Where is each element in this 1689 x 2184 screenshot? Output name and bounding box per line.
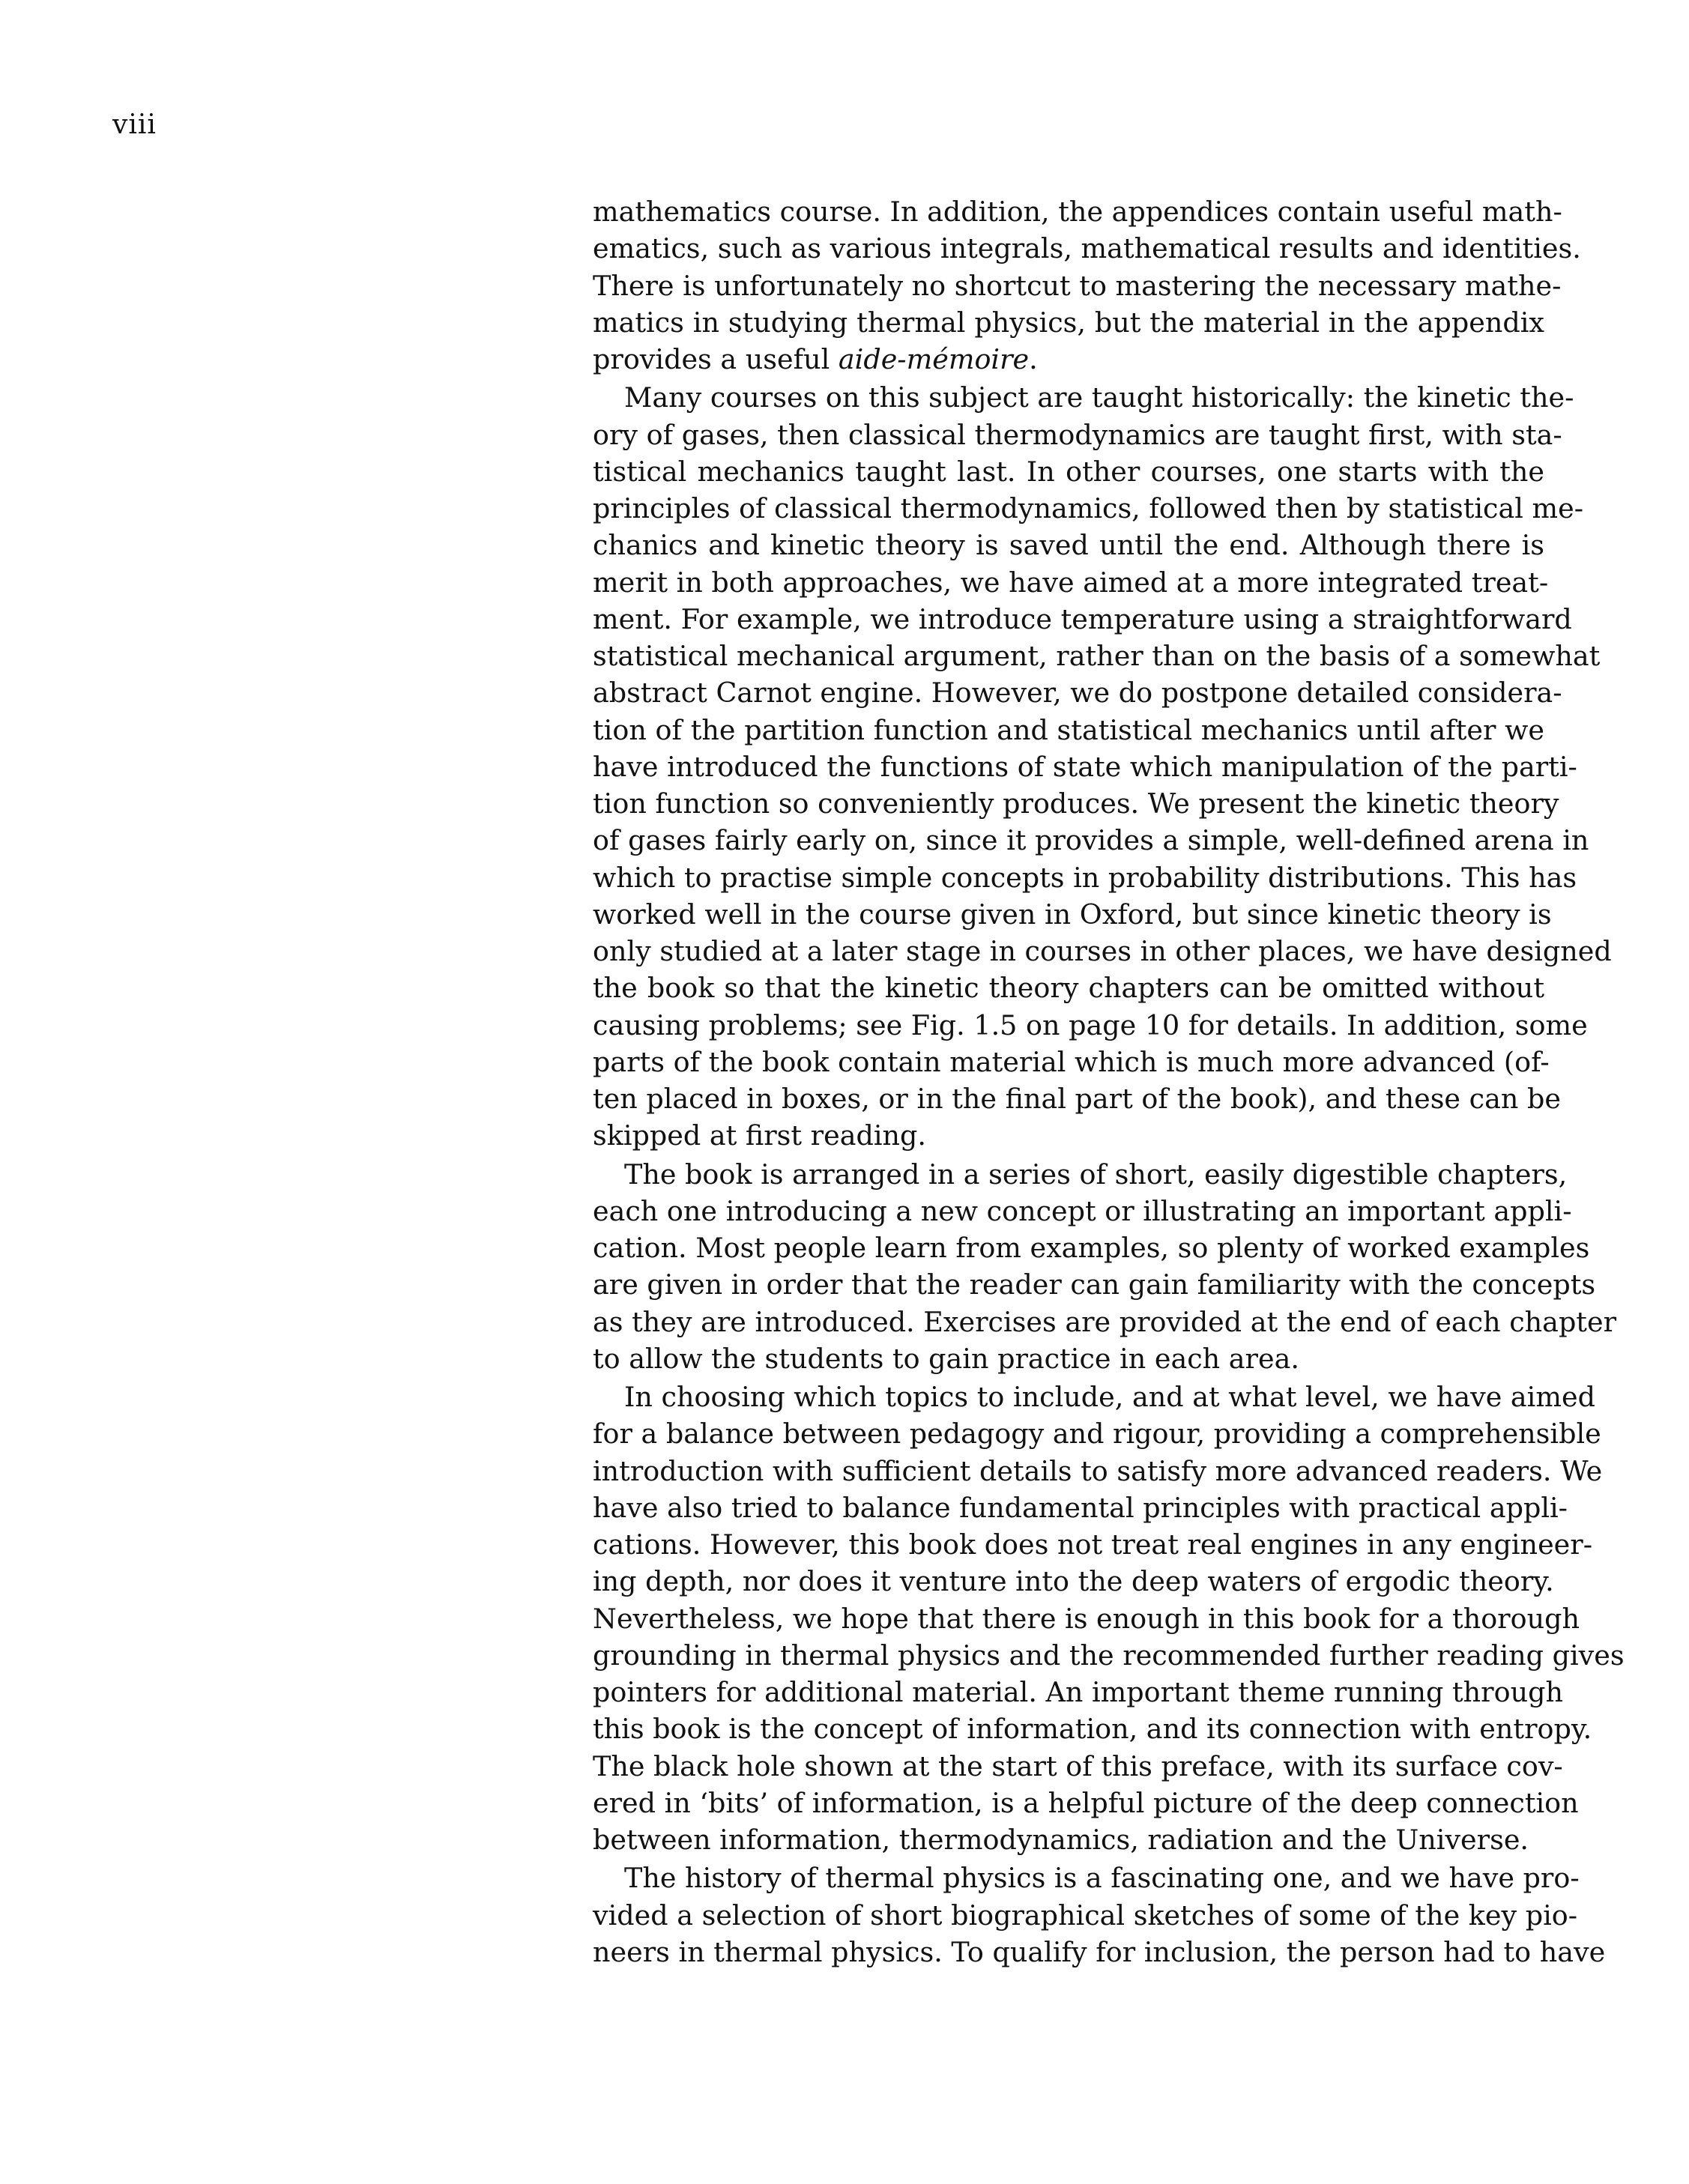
paragraph-4 [593, 1379, 1625, 1858]
text-line: parts of the book contain material which is much more advanced (of- [593, 1045, 1550, 1078]
text-line: matics in studying thermal physics, but the material in the appendix [593, 306, 1544, 339]
text-line: There is unfortunately no shortcut to mastering the necessary mathe- [593, 269, 1562, 302]
text-line: ory of gases, then classical thermodynamics are taught first, with sta- [593, 418, 1562, 451]
text-line: to allow the students to gain practice in each area. [593, 1342, 1299, 1375]
text-line: have introduced the functions of state which manipulation of the parti- [593, 750, 1577, 783]
text-line: tion function so conveniently produces. We present the kinetic theory [593, 787, 1559, 820]
text-line: neers in thermal physics. To qualify for inclusion, the person had to have [593, 1935, 1606, 1968]
text-line: causing problems; see Fig. 1.5 on page 10 for details. In addition, some [593, 1008, 1588, 1041]
text-line: In choosing which topics to include, and at what level, we have aimed [624, 1381, 1595, 1413]
paragraph-5 [593, 1860, 1606, 1970]
text-line: skipped at first reading. [593, 1119, 926, 1152]
text-line: introduction with sufficient details to satisfy more advanced readers. We [593, 1454, 1603, 1487]
text-line: worked well in the course given in Oxford, but since kinetic theory is [593, 898, 1552, 931]
text-fragment: . [1029, 343, 1038, 375]
body-text [593, 193, 1625, 1970]
text-line: of gases fairly early on, since it provides a simple, well-defined arena in [593, 824, 1589, 857]
text-line: Many courses on this subject are taught historically: the kinetic the- [624, 381, 1574, 414]
text-line: each one introducing a new concept or illustrating an important appli- [593, 1194, 1572, 1227]
paragraph-3 [593, 1156, 1617, 1378]
page-number: viii [112, 109, 157, 140]
text-line: are given in order that the reader can gain familiarity with the concepts [593, 1268, 1596, 1301]
text-line: ing depth, nor does it venture into the deep waters of ergodic theory. [593, 1565, 1554, 1598]
text-line: The book is arranged in a series of short, easily digestible chapters, [624, 1158, 1568, 1191]
text-line: grounding in thermal physics and the recommended further reading gives [593, 1639, 1625, 1672]
italic-phrase: aide-mémoire [838, 343, 1030, 375]
text-line: tistical mechanics taught last. In other courses, one starts with the [593, 455, 1544, 488]
text-line: the book so that the kinetic theory chapters can be omitted without [593, 972, 1544, 1005]
text-line: cation. Most people learn from examples, so plenty of worked examples [593, 1232, 1590, 1264]
text-line: ment. For example, we introduce temperature using a straightforward [593, 602, 1572, 635]
text-line: vided a selection of short biographical sketches of some of the key pio- [593, 1899, 1578, 1932]
text-line: pointers for additional material. An important theme running through [593, 1676, 1563, 1708]
text-line: The black hole shown at the start of this preface, with its surface cov- [593, 1749, 1563, 1782]
text-line: this book is the concept of information, and its connection with entropy. [593, 1713, 1592, 1746]
paragraph-1 [593, 193, 1581, 378]
text-line: merit in both approaches, we have aimed at a more integrated treat- [593, 566, 1549, 599]
text-line: tion of the partition function and statistical mechanics until after we [593, 713, 1544, 746]
text-line: ten placed in boxes, or in the final part of the book), and these can be [593, 1083, 1561, 1115]
paragraph-2 [593, 379, 1612, 1154]
text-line [593, 341, 1544, 378]
text-line: as they are introduced. Exercises are provided at the end of each chapter [593, 1305, 1617, 1338]
text-line: only studied at a later stage in courses in other places, we have designed [593, 935, 1612, 967]
text-line: ered in ‘bits’ of information, is a helpful picture of the deep connection [593, 1786, 1579, 1819]
text-line: mathematics course. In addition, the appendices contain useful math- [593, 196, 1562, 228]
text-line: between information, thermodynamics, radiation and the Universe. [593, 1824, 1529, 1856]
text-line: abstract Carnot engine. However, we do postpone detailed considera- [593, 677, 1562, 710]
text-line: cations. However, this book does not treat real engines in any engineer- [593, 1528, 1593, 1561]
text-line: principles of classical thermodynamics, followed then by statistical me- [593, 492, 1584, 524]
text-line: Nevertheless, we hope that there is enough in this book for a thorough [593, 1602, 1580, 1635]
text-line: ematics, such as various integrals, mathematical results and identities. [593, 232, 1581, 265]
text-line: chanics and kinetic theory is saved until the end. Although there is [593, 529, 1544, 562]
text-line: The history of thermal physics is a fascinating one, and we have pro- [624, 1862, 1580, 1895]
text-line: for a balance between pedagogy and rigour, providing a comprehensible [593, 1418, 1601, 1451]
text-line: have also tried to balance fundamental principles with practical appli- [593, 1491, 1568, 1524]
text-fragment: provides a useful [593, 343, 839, 375]
text-line: statistical mechanical argument, rather than on the basis of a somewhat [593, 640, 1601, 672]
text-line: which to practise simple concepts in probability distributions. This has [593, 861, 1577, 894]
